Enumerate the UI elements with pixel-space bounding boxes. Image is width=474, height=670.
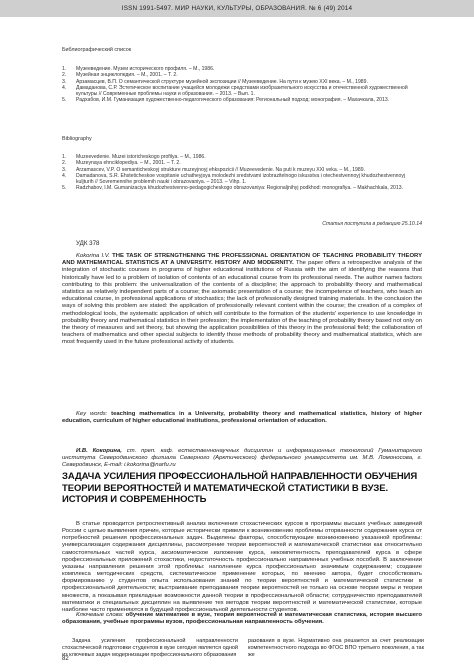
abstract-en [62,253,422,347]
item-number: 1. [62,66,67,72]
item-text: Арзамасцев, В.П. О семантической структуре музейной экспозиции // Музееведение. На пути к музею XXI века. – М., 1989. [76,78,368,85]
article-title: ЗАДАЧА УСИЛЕНИЯ ПРОФЕССИОНАЛЬНОЙ НАПРАВЛЕННОСТИ ОБУЧЕНИЯ ТЕОРИИ ВЕРОЯТНОСТЕЙ И МАТЕМАТИЧЕСКОЙ СТАТИСТИКИ В ВУЗЕ. ИСТОРИЯ И СОВРЕМЕННОСТЬ [62,471,418,505]
list-item [62,85,422,98]
item-text: Muzeevedenie. Muzei istoricheskogo profilya. – M., 1986. [76,154,206,160]
item-text: Радхабов, И.М. Гуманизация художественно-педагогического образования: Региональный подход: монография. – Махачкала, 2013. [76,97,390,104]
list-item [62,97,422,103]
abstract-ru: В статье проводится ретроспективный анализ включения стохастических курсов в программы высших учебных заведений России с целью выявления причин, которые исторически привели к возникновению проблемы оторванности содержания курса от потребностей решения профессиональных задач. Выделены факторы, способствующие возникновению указанной проблемы: универсализация содержания дисциплины, рассмотрение теории вероятностей и математической статистики как относительно самостоятельных частей курса, аксиоматическое изложение курса, некомпетентность преподавателей курса в сфере профессиональных приложений стохастики, недостаточность профессионально направленных учебных пособий. В заключении указаны направления решения этой проблемы: наполнение курса профессионально значимым содержанием; создание комплекса методических средств, систематическое применение которых, по мнению автора, будет способствовать формированию у студентов опыта использования знаний по теории вероятностей и математической статистики в профессиональной деятельности; выстраивание преподавания теории вероятностей не только на основе теории меры и теории множеств, а показывая прикладные возможности данной теории в профессиональной области; сотрудничество преподавателей математики и специальных дисциплин на выявление тех методов теории вероятностей и математической статистики, которые наиболее часто применяются в будущей профессиональной деятельности студентов. [62,521,422,613]
title-en: THE TASK OF STRENGTHENING THE PROFESSIONAL ORIENTATION OF TEACHING PROBABILITY THEORY AND MATHEMATICAL STATISTICS AT A UNIVERSITY. HISTORY AND MODERNITY. [62,253,422,267]
item-text: Дамаданова, С.Р. Эстетическое воспитание учащейся молодежи средствами изобразительного искусства и отечественной художественной культуры // Современные проблемы науки и образования. – 2013. – Вып. 1. [76,84,408,98]
list-item [62,173,422,186]
running-header: ISSN 1991-5497. МИР НАУКИ, КУЛЬТУРЫ, ОБРАЗОВАНИЯ. № 6 (49) 2014 [0,0,474,17]
bibliography-ru-heading: Библиографический список [62,47,132,53]
item-number: 3. [62,166,67,173]
item-number: 2. [62,72,67,79]
udc-code: УДК 378 [76,240,100,247]
item-number: 4. [62,84,67,91]
author-ru-name: И.В. Кокорина, [76,448,122,454]
author-ru-affiliation: ст. преп. каф. естественнонаучных дисциплин и информационных технологий Гуманитарного института Северодвинского филиала Северного (Арктического) федерального университета им. М.В. Ломоносова, г. Северодвинск, E-mail: i.kokorina@narfu.ru [62,448,422,469]
item-text: Музееведение. Музеи исторического профиля. – М., 1986. [76,66,215,72]
keywords-en [62,411,422,425]
item-number: 5. [62,185,67,192]
keywords-ru-label: Ключевые слова: [76,612,124,618]
item-number: 5. [62,97,67,104]
item-text: Arzamascev, V.P. O semanticheskoyj strukture muzeyjnoyj ehkspozicii // Muzeevedenie. Na puti k muzeyu XXI veka. – M., 1989. [76,166,365,173]
bibliography-en-list [62,154,422,192]
item-number: 1. [62,154,67,160]
page-number: 82 [62,656,69,662]
item-number: 4. [62,172,67,179]
keywords-en-text: teaching mathematics in a University, probability theory and mathematical statistics, history of higher education, curriculum of higher educational institutions, professional orientation of education. [62,411,423,425]
author-en: Kokorina I.V. [76,253,110,259]
body-column-left: Задача усиления профессиональной направленности стохастической подготовки студентов в вузе сегодня является одной из ключевых задач модернизации профессионального образования [62,638,238,658]
item-text: Radzhabov, I.M. Gumanizaciya khudozhestvenno-pedagogicheskogo obrazovaniya: Regionaljnihyj podkhod: monografiya. – Makhachkala, 2013. [76,185,403,192]
author-ru [62,448,422,469]
keywords-ru [62,612,422,626]
item-text: Damadanova, S.R. Ehsteticheskoe vospitanie uchatheyjsya molodezhi sredstvami izobrazitelnogo iskusstva i otechestvennoyj khudozhestvennoyj kuljturih // Sovremennihe problemih nauki i obrazovaniya. – 2013. – Vihp. 1. [76,172,406,186]
body-column-right: разования в вузе. Нормативно она решается за счет реализации компетентностного подхода во ФГОС ВПО третьего поколения, а так же [248,638,424,658]
bibliography-ru-list [62,66,422,104]
keywords-ru-text: обучение математике в вузе, теория вероятностей и математическая статистика, история высшего образования, учебные программы вузов, профессиональная направленность обучения. [62,612,422,626]
bibliography-en-heading: Bibliography [62,136,92,142]
item-text: Muzeynaya ehnciklopediya. – M., 2001. – T. 2. [76,160,181,167]
list-item [62,185,422,191]
keywords-en-label: Key words: [76,411,108,417]
item-number: 2. [62,160,67,167]
abstract-en-body: The paper offers a retrospective analysis of the integration of stochastic courses in programs of higher educational institutions of Russia with the aim of identifying the reasons that historically have led to a problem of isolation of contents of an educational course from its professional needs. The author names factors contributing to this problem: the universalization of the contents of a discipline; the approach to probability theory and mathematical statistics as relatively independent parts of a course; the axiomatic presentation of a course; the incompetence of teachers, who teach an educational course, in professional applications of stochastics; the lack of professionally designed training materials. In the conclusion the ways of solving this problem are stated: the application of professionally relevant content within the course; the creation of a complex of methodological tools, the systematic application of which will contribute to the formation of the students' experience to use knowledge in probability theory and mathematical statistics in their profession; the implementation of the teaching of probability theory based not only on the theory of measures and set theory, but showing the application possibilities of this theory in the professional field; the collaboration of teachers of mathematics and other special subjects to identify those methods of probability theory and mathematical statistics, which are most frequently used in the future professional activity of students. [62,260,422,346]
item-text: Музейная энциклопедия. – М., 2001. – Т. 2. [76,72,178,79]
item-number: 3. [62,78,67,85]
received-date: Статья поступила в редакцию 25.10.14 [322,221,422,227]
